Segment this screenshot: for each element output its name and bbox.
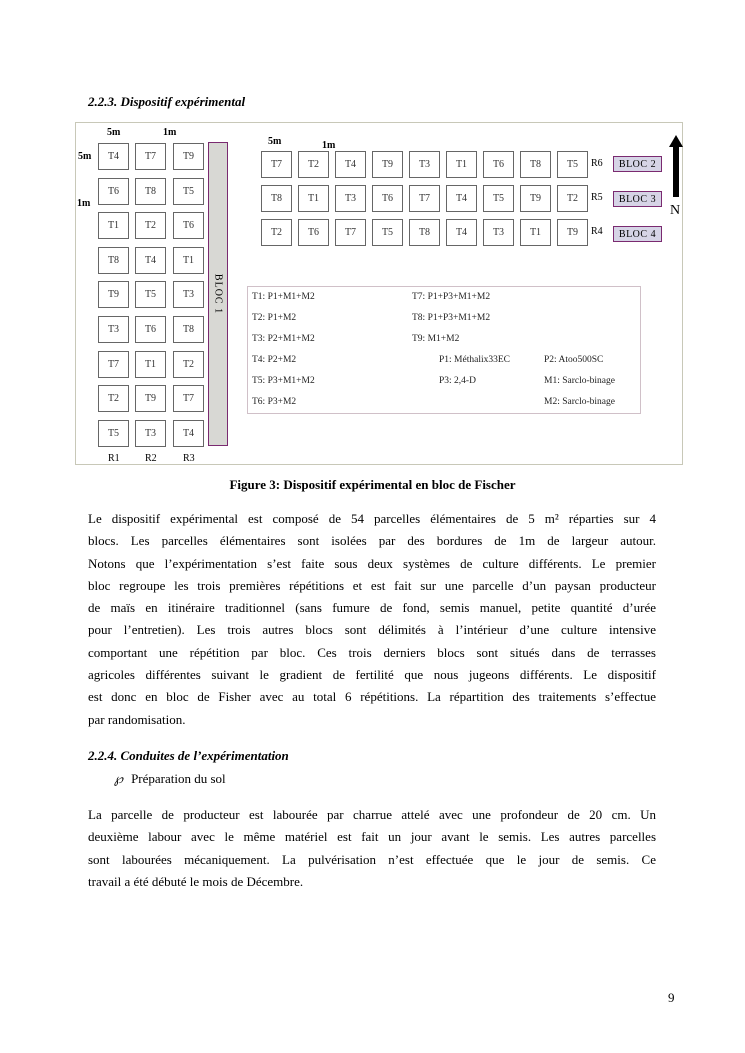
bloc1-bar <box>208 142 228 446</box>
legend-t4: T4: P2+M2 <box>252 355 297 365</box>
legend-t6: T6: P3+M2 <box>252 397 297 407</box>
plot-cell: T5 <box>372 219 403 246</box>
text-line: La parcelle de producteur est labourée par charrue attelé avec une profondeur de 20 cm. Un <box>88 807 656 822</box>
legend-m1: M1: Sarclo-binage <box>544 376 615 386</box>
text-line: est donc en bloc de Fisher avec au total 6 répétitions. La répartition des traitements s’effectue <box>88 689 656 705</box>
text-line: pour l’entretien). Les trois autres blocs sont délimités à l’intérieur d’une culture intensive <box>88 622 656 638</box>
plot-cell: T7 <box>335 219 366 246</box>
bloc1-label: BLOC 1 <box>212 273 224 315</box>
plot-cell: T3 <box>335 185 366 212</box>
text-line: deuxième labour avec le même matériel est fait un jour avant le semis. Les autres parcelles <box>88 829 656 845</box>
plot-cell: T6 <box>298 219 329 246</box>
dim-label: 5m <box>107 127 121 138</box>
plot-cell: T7 <box>98 351 129 378</box>
replicate-label: R2 <box>145 453 157 464</box>
text-line: blocs. Les parcelles élémentaires sont isolées par des bordures de 1m de largeur autour. <box>88 533 656 549</box>
text-line: bloc regroupe les trois premières répétitions et est fait sur une parcelle d’un paysan producteur <box>88 577 656 593</box>
plot-cell: T2 <box>98 385 129 412</box>
legend-t9: T9: M1+M2 <box>412 334 460 344</box>
replicate-label: R1 <box>108 453 120 464</box>
text-line: comportant une répétition par bloc. Ces trois derniers blocs sont situés dans de terrasses <box>88 644 656 660</box>
plot-cell: T2 <box>557 185 588 212</box>
plot-cell: T3 <box>483 219 514 246</box>
plot-cell: T9 <box>557 219 588 246</box>
plot-cell: T9 <box>173 143 204 170</box>
dim-label: 5m <box>268 136 282 147</box>
plot-cell: T7 <box>261 151 292 178</box>
dim-label: 1m <box>163 127 177 138</box>
text-line: travail a été débuté le mois de Décembre. <box>88 873 304 889</box>
dim-label: 5m <box>78 151 92 162</box>
legend-t3: T3: P2+M1+M2 <box>252 334 315 344</box>
plot-cell: T2 <box>135 212 166 239</box>
legend-t8: T8: P1+P3+M1+M2 <box>412 313 491 323</box>
plot-cell: T1 <box>298 185 329 212</box>
text-line: sont labourées mécaniquement. La pulvérisation n’est effectuée que le jour de semis. Ce <box>88 851 656 867</box>
plot-cell: T1 <box>135 351 166 378</box>
treatment-legend <box>247 286 641 414</box>
plot-cell: T5 <box>173 178 204 205</box>
figure-caption: Figure 3: Dispositif expérimental en bloc de Fischer <box>229 477 516 492</box>
plot-cell: T4 <box>98 143 129 170</box>
plot-cell: T4 <box>446 185 477 212</box>
text-line: de maïs en itinéraire traditionnel (sans fumure de fond, semis manuel, petite quantité d’urée <box>88 600 656 616</box>
legend-t1: T1: P1+M1+M2 <box>252 292 315 302</box>
plot-cell: T2 <box>261 219 292 246</box>
bullet-item <box>114 771 226 787</box>
plot-cell: T5 <box>135 281 166 308</box>
page-number: 9 <box>668 990 675 1005</box>
plot-cell: T8 <box>520 151 551 178</box>
plot-cell: T9 <box>135 385 166 412</box>
replicate-label: R4 <box>591 226 603 237</box>
plot-cell: T3 <box>173 281 204 308</box>
bullet-text: Préparation du sol <box>131 771 226 786</box>
plot-cell: T8 <box>135 178 166 205</box>
bloc-label: BLOC 3 <box>613 191 662 207</box>
plot-cell: T3 <box>409 151 440 178</box>
plot-cell: T3 <box>135 420 166 447</box>
plot-cell: T5 <box>557 151 588 178</box>
text-line: Le dispositif expérimental est composé de 54 parcelles élémentaires de 5 m² réparties sur 4 <box>88 511 656 526</box>
plot-cell: T9 <box>520 185 551 212</box>
legend-p2: P2: Atoo500SC <box>544 355 604 365</box>
legend-p1: P1: Méthalix33EC <box>439 355 510 365</box>
plot-cell: T9 <box>98 281 129 308</box>
dim-label: 1m <box>77 198 91 209</box>
section-heading-223: 2.2.3. Dispositif expérimental <box>88 94 246 109</box>
text-line: Notons que l’expérimentation s’est faite sous deux systèmes de culture différents. Le premier <box>88 555 656 571</box>
north-label: N <box>670 203 681 218</box>
plot-cell: T7 <box>409 185 440 212</box>
plot-cell: T5 <box>483 185 514 212</box>
paragraph-dispositif <box>88 508 656 731</box>
plot-cell: T6 <box>135 316 166 343</box>
dim-label: 1m <box>322 140 336 151</box>
experimental-layout-figure <box>75 122 683 465</box>
replicate-label: R6 <box>591 158 603 169</box>
plot-cell: T8 <box>409 219 440 246</box>
plot-cell: T1 <box>520 219 551 246</box>
plot-cell: T8 <box>98 247 129 274</box>
plot-cell: T7 <box>173 385 204 412</box>
plot-cell: T1 <box>98 212 129 239</box>
bloc-label: BLOC 2 <box>613 156 662 172</box>
replicate-label: R5 <box>591 192 603 203</box>
plot-cell: T6 <box>98 178 129 205</box>
plot-cell: T8 <box>173 316 204 343</box>
plot-cell: T6 <box>483 151 514 178</box>
plot-cell: T2 <box>298 151 329 178</box>
plot-cell: T1 <box>173 247 204 274</box>
legend-t5: T5: P3+M1+M2 <box>252 376 315 386</box>
text-line: par randomisation. <box>88 711 186 727</box>
plot-cell: T7 <box>135 143 166 170</box>
bullet-symbol-icon: ℘ <box>114 771 124 786</box>
text-line: agricoles différentes suivant le gradient de fertilité que nous jugeons différents. Le dispositif <box>88 667 656 683</box>
plot-cell: T1 <box>446 151 477 178</box>
plot-cell: T6 <box>173 212 204 239</box>
plot-cell: T2 <box>173 351 204 378</box>
bloc-label: BLOC 4 <box>613 226 662 242</box>
plot-cell: T4 <box>335 151 366 178</box>
plot-cell: T9 <box>372 151 403 178</box>
legend-p3: P3: 2,4-D <box>439 376 476 386</box>
section-heading-224: 2.2.4. Conduites de l’expérimentation <box>88 748 289 763</box>
plot-cell: T5 <box>98 420 129 447</box>
plot-cell: T4 <box>173 420 204 447</box>
plot-cell: T8 <box>261 185 292 212</box>
legend-t2: T2: P1+M2 <box>252 313 297 323</box>
legend-t7: T7: P1+P3+M1+M2 <box>412 292 491 302</box>
replicate-label: R3 <box>183 453 195 464</box>
plot-cell: T3 <box>98 316 129 343</box>
legend-m2: M2: Sarclo-binage <box>544 397 615 407</box>
plot-cell: T4 <box>446 219 477 246</box>
paragraph-preparation <box>88 804 656 893</box>
plot-cell: T4 <box>135 247 166 274</box>
north-arrow-icon <box>669 135 683 197</box>
plot-cell: T6 <box>372 185 403 212</box>
